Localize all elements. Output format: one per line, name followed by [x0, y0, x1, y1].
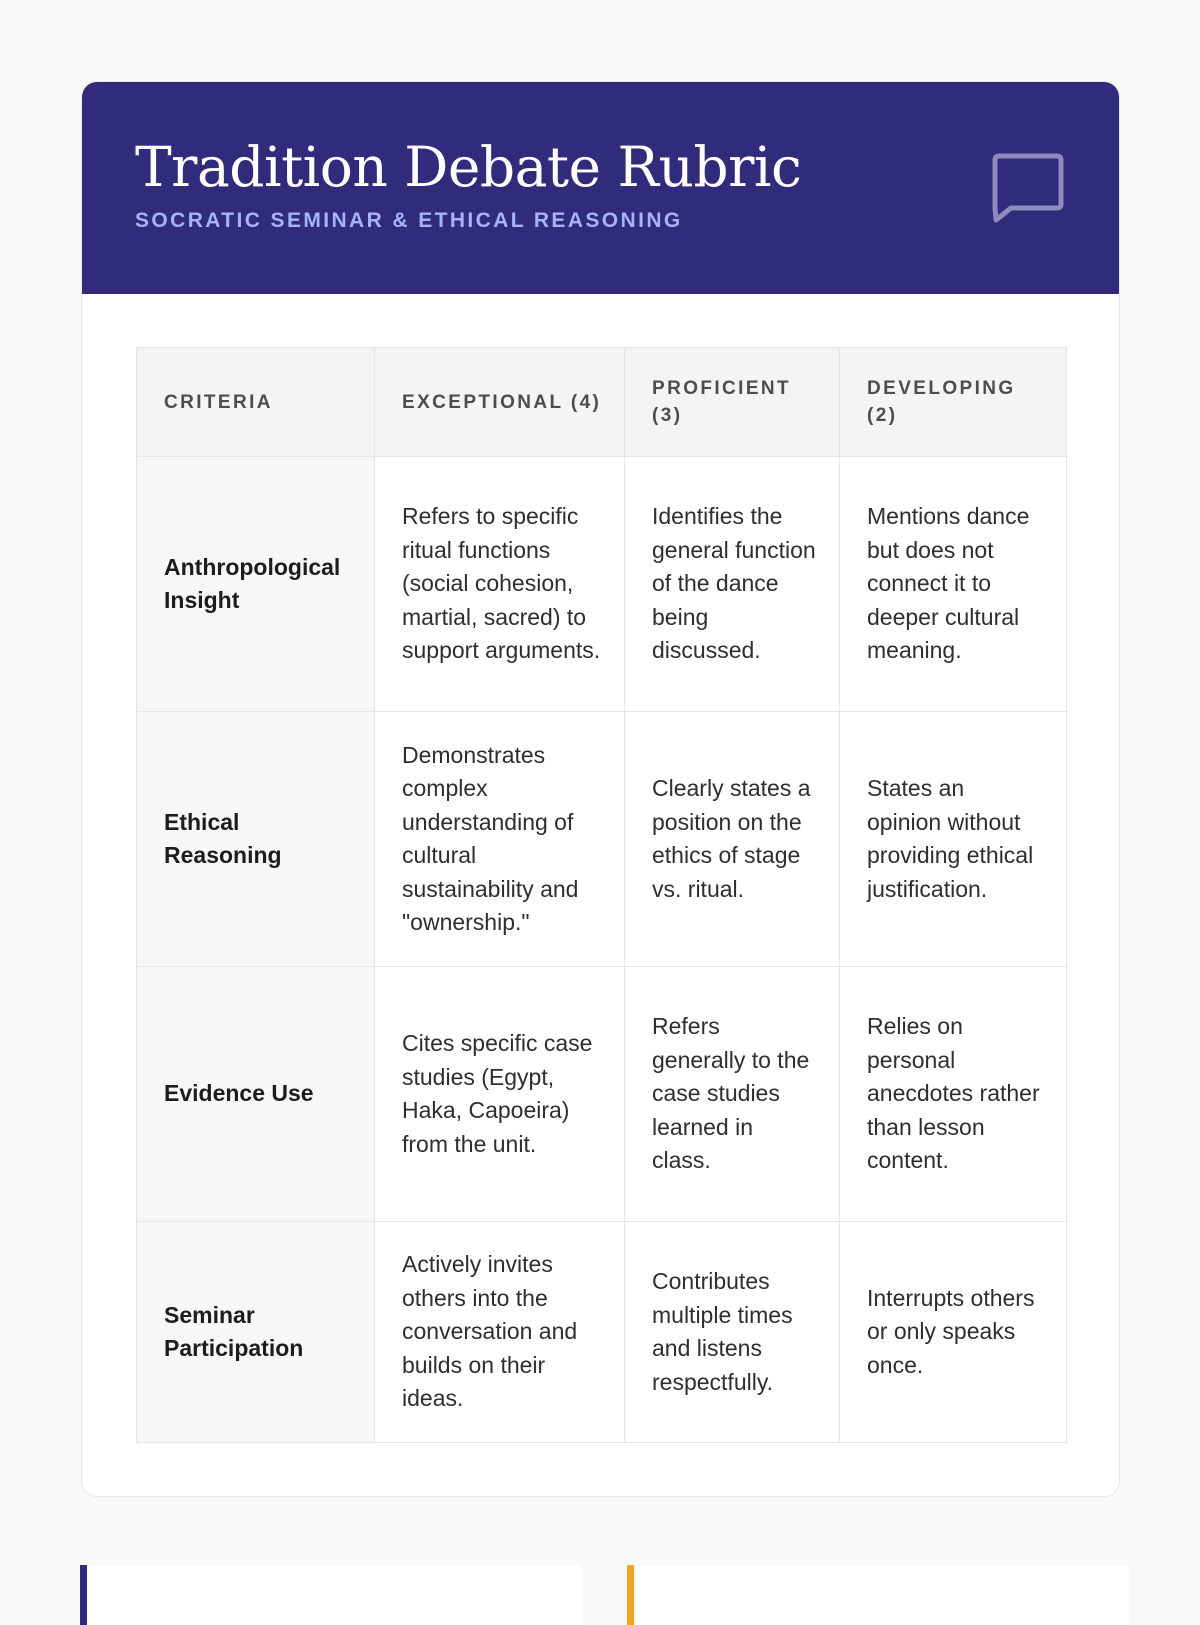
exceptional-cell: Cites specific case studies (Egypt, Haka, Capoeira) from the unit.	[375, 967, 625, 1222]
rubric-card	[81, 81, 1120, 1497]
criterion-cell: Anthropological Insight	[137, 457, 375, 712]
criterion-cell: Evidence Use	[137, 967, 375, 1222]
chat-bubble-icon	[989, 152, 1067, 224]
info-card-left	[80, 1565, 581, 1625]
exceptional-cell: Demonstrates complex understanding of cultural sustainability and "ownership."	[375, 712, 625, 967]
table-header-row	[137, 348, 1067, 457]
proficient-cell: Identifies the general function of the dance being discussed.	[625, 457, 840, 712]
table-row	[137, 1222, 1067, 1443]
developing-cell: Relies on personal anecdotes rather than lesson content.	[840, 967, 1067, 1222]
page-subtitle: SOCRATIC SEMINAR & ETHICAL REASONING	[135, 209, 683, 232]
criterion-cell: Seminar Participation	[137, 1222, 375, 1443]
table-row	[137, 712, 1067, 967]
criterion-cell: Ethical Reasoning	[137, 712, 375, 967]
proficient-cell: Refers generally to the case studies learned in class.	[625, 967, 840, 1222]
exceptional-cell: Refers to specific ritual functions (social cohesion, martial, sacred) to support arguments.	[375, 457, 625, 712]
column-header-proficient: PROFICIENT (3)	[625, 348, 840, 457]
column-header-criteria: CRITERIA	[137, 348, 375, 457]
proficient-cell: Contributes multiple times and listens respectfully.	[625, 1222, 840, 1443]
exceptional-cell: Actively invites others into the conversation and builds on their ideas.	[375, 1222, 625, 1443]
table-row	[137, 967, 1067, 1222]
developing-cell: States an opinion without providing ethical justification.	[840, 712, 1067, 967]
proficient-cell: Clearly states a position on the ethics of stage vs. ritual.	[625, 712, 840, 967]
developing-cell: Interrupts others or only speaks once.	[840, 1222, 1067, 1443]
column-header-exceptional: EXCEPTIONAL (4)	[375, 348, 625, 457]
rubric-table	[136, 347, 1067, 1443]
table-row	[137, 457, 1067, 712]
developing-cell: Mentions dance but does not connect it to deeper cultural meaning.	[840, 457, 1067, 712]
page-title: Tradition Debate Rubric	[135, 135, 802, 199]
column-header-developing: DEVELOPING (2)	[840, 348, 1067, 457]
rubric-header	[82, 82, 1119, 294]
info-card-right	[627, 1565, 1129, 1625]
